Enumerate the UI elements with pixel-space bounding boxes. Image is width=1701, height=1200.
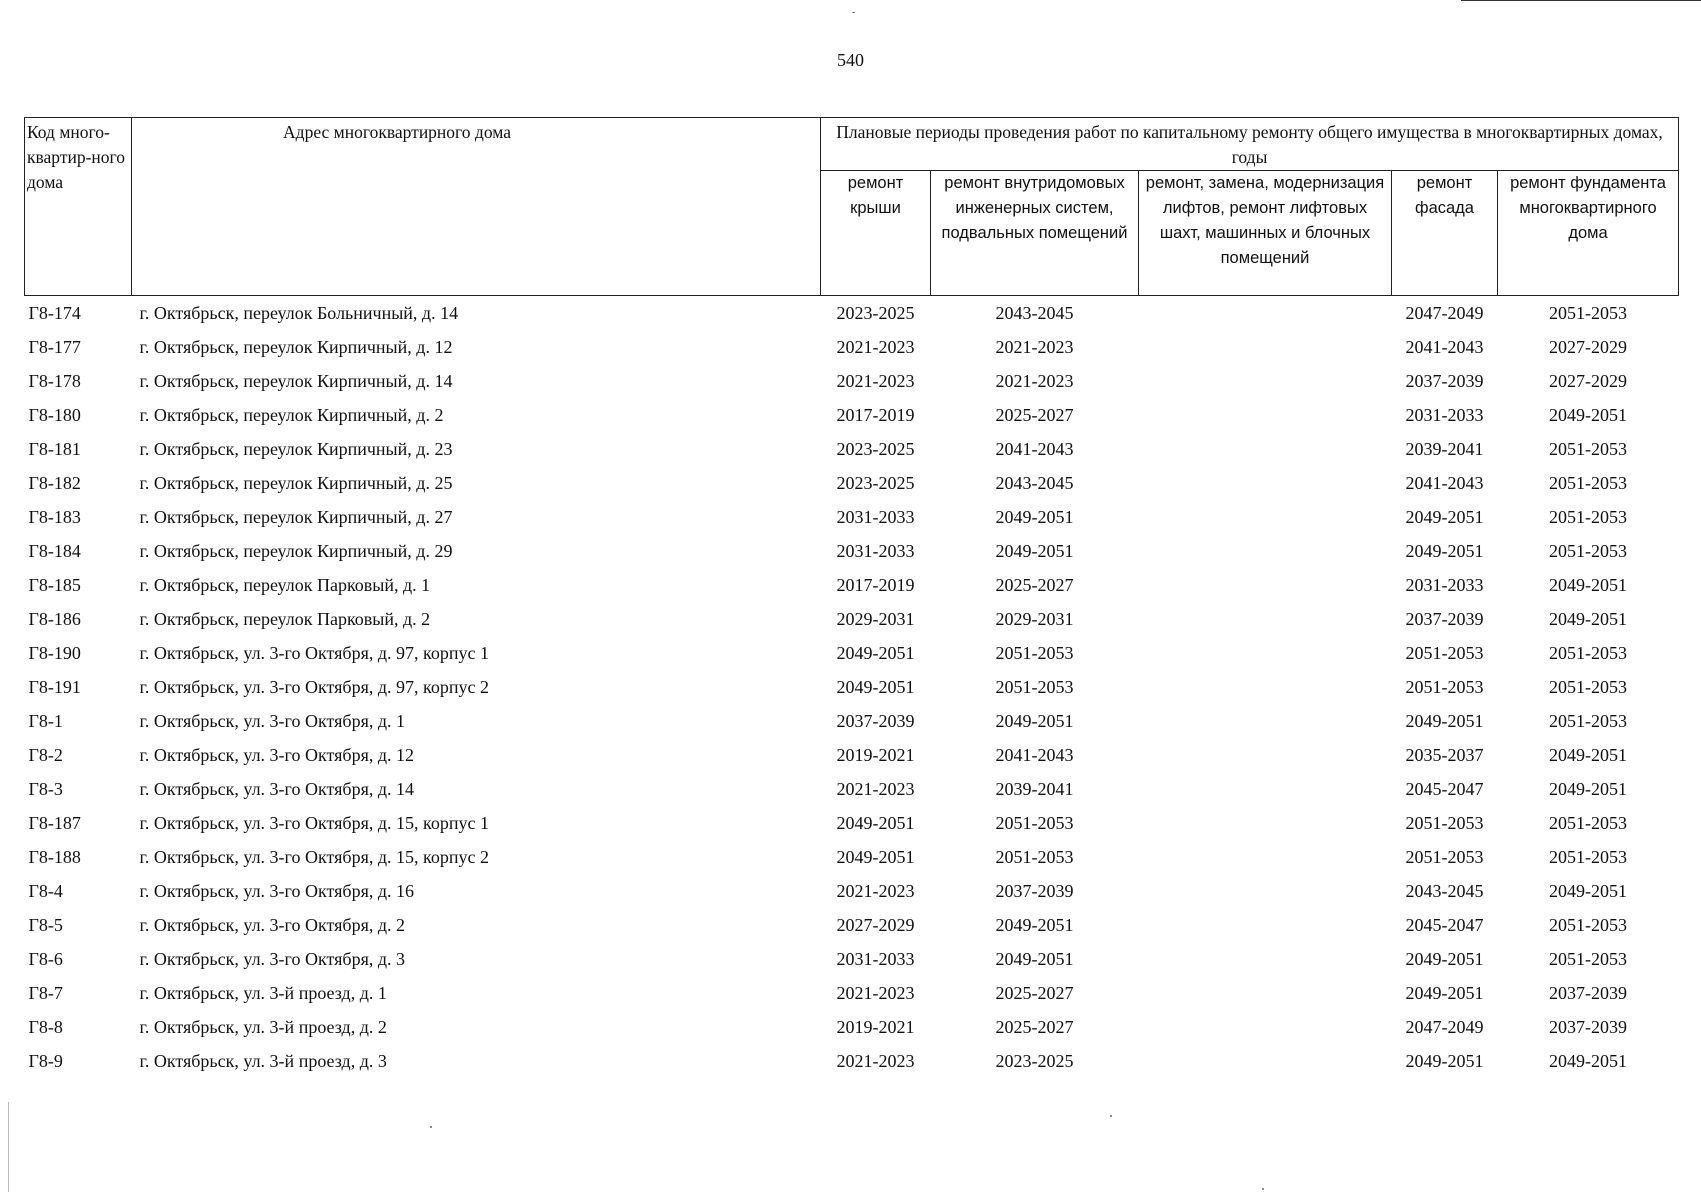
row-facade-period: 2037-2039 <box>1405 370 1484 391</box>
row-engineering-period: 2021-2023 <box>995 370 1074 391</box>
row-code: Г8-6 <box>28 948 63 969</box>
row-address: г. Октябрьск, ул. 3-й проезд, д. 3 <box>139 1050 387 1071</box>
row-code: Г8-186 <box>28 608 81 629</box>
header-facade: ремонт фасада <box>1392 171 1498 296</box>
row-address: г. Октябрьск, ул. 3-го Октября, д. 3 <box>139 948 405 969</box>
row-facade-period: 2045-2047 <box>1405 778 1484 799</box>
row-facade-period: 2031-2033 <box>1405 404 1484 425</box>
row-code: Г8-3 <box>28 778 63 799</box>
row-code: Г8-178 <box>28 370 81 391</box>
row-roof-period: 2031-2033 <box>836 506 915 527</box>
table-body <box>25 296 1679 1079</box>
row-address: г. Октябрьск, переулок Кирпичный, д. 2 <box>139 404 444 425</box>
row-roof-period: 2019-2021 <box>836 744 915 765</box>
row-code: Г8-180 <box>28 404 81 425</box>
row-lifts-period <box>1139 1010 1392 1044</box>
row-engineering-period: 2043-2045 <box>995 472 1074 493</box>
row-roof-period: 2031-2033 <box>836 948 915 969</box>
row-engineering-period: 2025-2027 <box>995 404 1074 425</box>
row-facade-period: 2049-2051 <box>1405 506 1484 527</box>
row-foundation-period: 2051-2053 <box>1549 914 1628 935</box>
row-facade-period: 2047-2049 <box>1405 302 1484 323</box>
capital-repair-table <box>24 117 1679 1078</box>
row-lifts-period <box>1139 806 1392 840</box>
row-address: г. Октябрьск, переулок Кирпичный, д. 29 <box>139 540 453 561</box>
scan-speck <box>1262 1188 1264 1190</box>
row-foundation-period: 2037-2039 <box>1549 1016 1628 1037</box>
row-code: Г8-187 <box>28 812 81 833</box>
row-lifts-period <box>1139 670 1392 704</box>
page-number: 540 <box>837 50 864 70</box>
row-address: г. Октябрьск, ул. 3-го Октября, д. 15, корпус 1 <box>139 812 489 833</box>
row-address: г. Октябрьск, ул. 3-й проезд, д. 1 <box>139 982 387 1003</box>
row-lifts-period <box>1139 976 1392 1010</box>
row-roof-period: 2049-2051 <box>836 642 915 663</box>
row-code: Г8-188 <box>28 846 81 867</box>
row-facade-period: 2047-2049 <box>1405 1016 1484 1037</box>
table-header <box>25 118 1679 296</box>
row-address: г. Октябрьск, ул. 3-го Октября, д. 15, корпус 2 <box>139 846 489 867</box>
row-lifts-period <box>1139 908 1392 942</box>
row-lifts-period <box>1139 568 1392 602</box>
row-lifts-period <box>1139 296 1392 331</box>
row-engineering-period: 2051-2053 <box>995 846 1074 867</box>
row-roof-period: 2021-2023 <box>836 370 915 391</box>
row-address: г. Октябрьск, переулок Кирпичный, д. 23 <box>139 438 453 459</box>
row-address: г. Октябрьск, переулок Парковый, д. 1 <box>139 574 431 595</box>
row-roof-period: 2021-2023 <box>836 336 915 357</box>
row-facade-period: 2051-2053 <box>1405 812 1484 833</box>
row-roof-period: 2021-2023 <box>836 880 915 901</box>
row-lifts-period <box>1139 398 1392 432</box>
row-facade-period: 2049-2051 <box>1405 710 1484 731</box>
row-engineering-period: 2021-2023 <box>995 336 1074 357</box>
row-facade-period: 2031-2033 <box>1405 574 1484 595</box>
row-code: Г8-5 <box>28 914 63 935</box>
row-engineering-period: 2039-2041 <box>995 778 1074 799</box>
table-row <box>25 364 1679 398</box>
table-row <box>25 1044 1679 1078</box>
scan-speck <box>852 12 855 13</box>
row-roof-period: 2049-2051 <box>836 846 915 867</box>
row-facade-period: 2051-2053 <box>1405 846 1484 867</box>
row-code: Г8-2 <box>28 744 63 765</box>
row-engineering-period: 2051-2053 <box>995 812 1074 833</box>
table-row <box>25 874 1679 908</box>
row-foundation-period: 2027-2029 <box>1549 370 1628 391</box>
row-address: г. Октябрьск, ул. 3-го Октября, д. 97, корпус 1 <box>139 642 489 663</box>
table-row <box>25 772 1679 806</box>
row-foundation-period: 2049-2051 <box>1549 1050 1628 1071</box>
row-facade-period: 2043-2045 <box>1405 880 1484 901</box>
header-code: Код много-квартир-ного дома <box>25 118 132 296</box>
table-row <box>25 976 1679 1010</box>
row-engineering-period: 2041-2043 <box>995 438 1074 459</box>
table-row <box>25 568 1679 602</box>
row-roof-period: 2023-2025 <box>836 438 915 459</box>
row-roof-period: 2019-2021 <box>836 1016 915 1037</box>
row-code: Г8-183 <box>28 506 81 527</box>
row-foundation-period: 2051-2053 <box>1549 948 1628 969</box>
row-facade-period: 2051-2053 <box>1405 642 1484 663</box>
row-roof-period: 2017-2019 <box>836 404 915 425</box>
row-roof-period: 2021-2023 <box>836 982 915 1003</box>
row-foundation-period: 2049-2051 <box>1549 608 1628 629</box>
table-row <box>25 1010 1679 1044</box>
row-foundation-period: 2049-2051 <box>1549 880 1628 901</box>
row-address: г. Октябрьск, ул. 3-го Октября, д. 1 <box>139 710 405 731</box>
row-lifts-period <box>1139 942 1392 976</box>
row-foundation-period: 2051-2053 <box>1549 472 1628 493</box>
row-engineering-period: 2025-2027 <box>995 1016 1074 1037</box>
row-code: Г8-174 <box>28 302 81 323</box>
row-code: Г8-182 <box>28 472 81 493</box>
row-foundation-period: 2027-2029 <box>1549 336 1628 357</box>
row-address: г. Октябрьск, переулок Кирпичный, д. 14 <box>139 370 453 391</box>
row-lifts-period <box>1139 500 1392 534</box>
row-lifts-period <box>1139 602 1392 636</box>
scan-speck <box>430 1126 432 1128</box>
row-code: Г8-7 <box>28 982 63 1003</box>
row-engineering-period: 2023-2025 <box>995 1050 1074 1071</box>
row-facade-period: 2039-2041 <box>1405 438 1484 459</box>
row-facade-period: 2049-2051 <box>1405 948 1484 969</box>
row-facade-period: 2035-2037 <box>1405 744 1484 765</box>
row-code: Г8-185 <box>28 574 81 595</box>
row-foundation-period: 2051-2053 <box>1549 438 1628 459</box>
row-lifts-period <box>1139 636 1392 670</box>
table-row <box>25 738 1679 772</box>
row-address: г. Октябрьск, переулок Парковый, д. 2 <box>139 608 431 629</box>
row-lifts-period <box>1139 738 1392 772</box>
row-code: Г8-8 <box>28 1016 63 1037</box>
row-facade-period: 2037-2039 <box>1405 608 1484 629</box>
row-address: г. Октябрьск, переулок Кирпичный, д. 25 <box>139 472 453 493</box>
row-roof-period: 2021-2023 <box>836 1050 915 1071</box>
table-row <box>25 500 1679 534</box>
row-engineering-period: 2049-2051 <box>995 914 1074 935</box>
table-row <box>25 466 1679 500</box>
row-foundation-period: 2049-2051 <box>1549 574 1628 595</box>
row-foundation-period: 2051-2053 <box>1549 642 1628 663</box>
row-code: Г8-184 <box>28 540 81 561</box>
row-facade-period: 2045-2047 <box>1405 914 1484 935</box>
row-lifts-period <box>1139 840 1392 874</box>
row-lifts-period <box>1139 330 1392 364</box>
row-code: Г8-181 <box>28 438 81 459</box>
row-engineering-period: 2049-2051 <box>995 506 1074 527</box>
table-row <box>25 942 1679 976</box>
row-address: г. Октябрьск, ул. 3-го Октября, д. 97, корпус 2 <box>139 676 489 697</box>
row-roof-period: 2027-2029 <box>836 914 915 935</box>
row-lifts-period <box>1139 534 1392 568</box>
header-planned-periods: Плановые периоды проведения работ по капитальному ремонту общего имущества в многоквартирных домах, годы <box>821 118 1679 171</box>
table-row <box>25 704 1679 738</box>
row-address: г. Октябрьск, переулок Кирпичный, д. 12 <box>139 336 453 357</box>
scan-top-rule <box>1461 0 1701 1</box>
row-engineering-period: 2049-2051 <box>995 948 1074 969</box>
row-roof-period: 2049-2051 <box>836 676 915 697</box>
table-row <box>25 908 1679 942</box>
row-foundation-period: 2051-2053 <box>1549 812 1628 833</box>
row-engineering-period: 2041-2043 <box>995 744 1074 765</box>
table-row <box>25 636 1679 670</box>
row-foundation-period: 2051-2053 <box>1549 846 1628 867</box>
row-address: г. Октябрьск, ул. 3-й проезд, д. 2 <box>139 1016 387 1037</box>
row-engineering-period: 2037-2039 <box>995 880 1074 901</box>
row-foundation-period: 2051-2053 <box>1549 676 1628 697</box>
row-engineering-period: 2051-2053 <box>995 676 1074 697</box>
table-row <box>25 534 1679 568</box>
row-address: г. Октябрьск, ул. 3-го Октября, д. 14 <box>139 778 414 799</box>
row-engineering-period: 2049-2051 <box>995 540 1074 561</box>
row-facade-period: 2049-2051 <box>1405 540 1484 561</box>
table-row <box>25 602 1679 636</box>
row-facade-period: 2041-2043 <box>1405 472 1484 493</box>
table-row <box>25 840 1679 874</box>
row-lifts-period <box>1139 466 1392 500</box>
row-code: Г8-190 <box>28 642 81 663</box>
row-address: г. Октябрьск, переулок Больничный, д. 14 <box>139 302 459 323</box>
row-code: Г8-1 <box>28 710 63 731</box>
row-engineering-period: 2029-2031 <box>995 608 1074 629</box>
row-roof-period: 2021-2023 <box>836 778 915 799</box>
row-address: г. Октябрьск, ул. 3-го Октября, д. 2 <box>139 914 405 935</box>
header-engineering: ремонт внутридомовых инженерных систем, подвальных помещений <box>931 171 1139 296</box>
row-foundation-period: 2051-2053 <box>1549 540 1628 561</box>
row-foundation-period: 2037-2039 <box>1549 982 1628 1003</box>
row-address: г. Октябрьск, ул. 3-го Октября, д. 16 <box>139 880 414 901</box>
row-roof-period: 2037-2039 <box>836 710 915 731</box>
row-engineering-period: 2025-2027 <box>995 574 1074 595</box>
row-lifts-period <box>1139 432 1392 466</box>
row-address: г. Октябрьск, ул. 3-го Октября, д. 12 <box>139 744 414 765</box>
row-lifts-period <box>1139 1044 1392 1078</box>
row-code: Г8-191 <box>28 676 81 697</box>
row-code: Г8-4 <box>28 880 63 901</box>
row-lifts-period <box>1139 364 1392 398</box>
table-row <box>25 806 1679 840</box>
header-address: Адрес многоквартирного дома <box>132 118 821 296</box>
row-foundation-period: 2051-2053 <box>1549 302 1628 323</box>
scan-speck <box>8 1102 9 1192</box>
row-facade-period: 2049-2051 <box>1405 1050 1484 1071</box>
row-address: г. Октябрьск, переулок Кирпичный, д. 27 <box>139 506 453 527</box>
row-roof-period: 2023-2025 <box>836 472 915 493</box>
row-roof-period: 2031-2033 <box>836 540 915 561</box>
row-lifts-period <box>1139 704 1392 738</box>
row-roof-period: 2023-2025 <box>836 302 915 323</box>
row-foundation-period: 2051-2053 <box>1549 506 1628 527</box>
row-engineering-period: 2025-2027 <box>995 982 1074 1003</box>
row-foundation-period: 2049-2051 <box>1549 404 1628 425</box>
table-row <box>25 432 1679 466</box>
table-row <box>25 398 1679 432</box>
scan-speck <box>1110 1115 1112 1117</box>
row-roof-period: 2049-2051 <box>836 812 915 833</box>
row-facade-period: 2049-2051 <box>1405 982 1484 1003</box>
row-code: Г8-177 <box>28 336 81 357</box>
row-roof-period: 2029-2031 <box>836 608 915 629</box>
table-row <box>25 296 1679 331</box>
row-engineering-period: 2049-2051 <box>995 710 1074 731</box>
row-lifts-period <box>1139 874 1392 908</box>
table-row <box>25 670 1679 704</box>
row-roof-period: 2017-2019 <box>836 574 915 595</box>
row-facade-period: 2051-2053 <box>1405 676 1484 697</box>
header-roof: ремонт крыши <box>821 171 931 296</box>
row-foundation-period: 2049-2051 <box>1549 778 1628 799</box>
row-engineering-period: 2051-2053 <box>995 642 1074 663</box>
row-lifts-period <box>1139 772 1392 806</box>
row-code: Г8-9 <box>28 1050 63 1071</box>
row-facade-period: 2041-2043 <box>1405 336 1484 357</box>
row-foundation-period: 2051-2053 <box>1549 710 1628 731</box>
table-row <box>25 330 1679 364</box>
header-lifts: ремонт, замена, модернизация лифтов, ремонт лифтовых шахт, машинных и блочных помещений <box>1139 171 1392 296</box>
row-foundation-period: 2049-2051 <box>1549 744 1628 765</box>
row-engineering-period: 2043-2045 <box>995 302 1074 323</box>
header-foundation: ремонт фундамента многоквартирного дома <box>1498 171 1679 296</box>
